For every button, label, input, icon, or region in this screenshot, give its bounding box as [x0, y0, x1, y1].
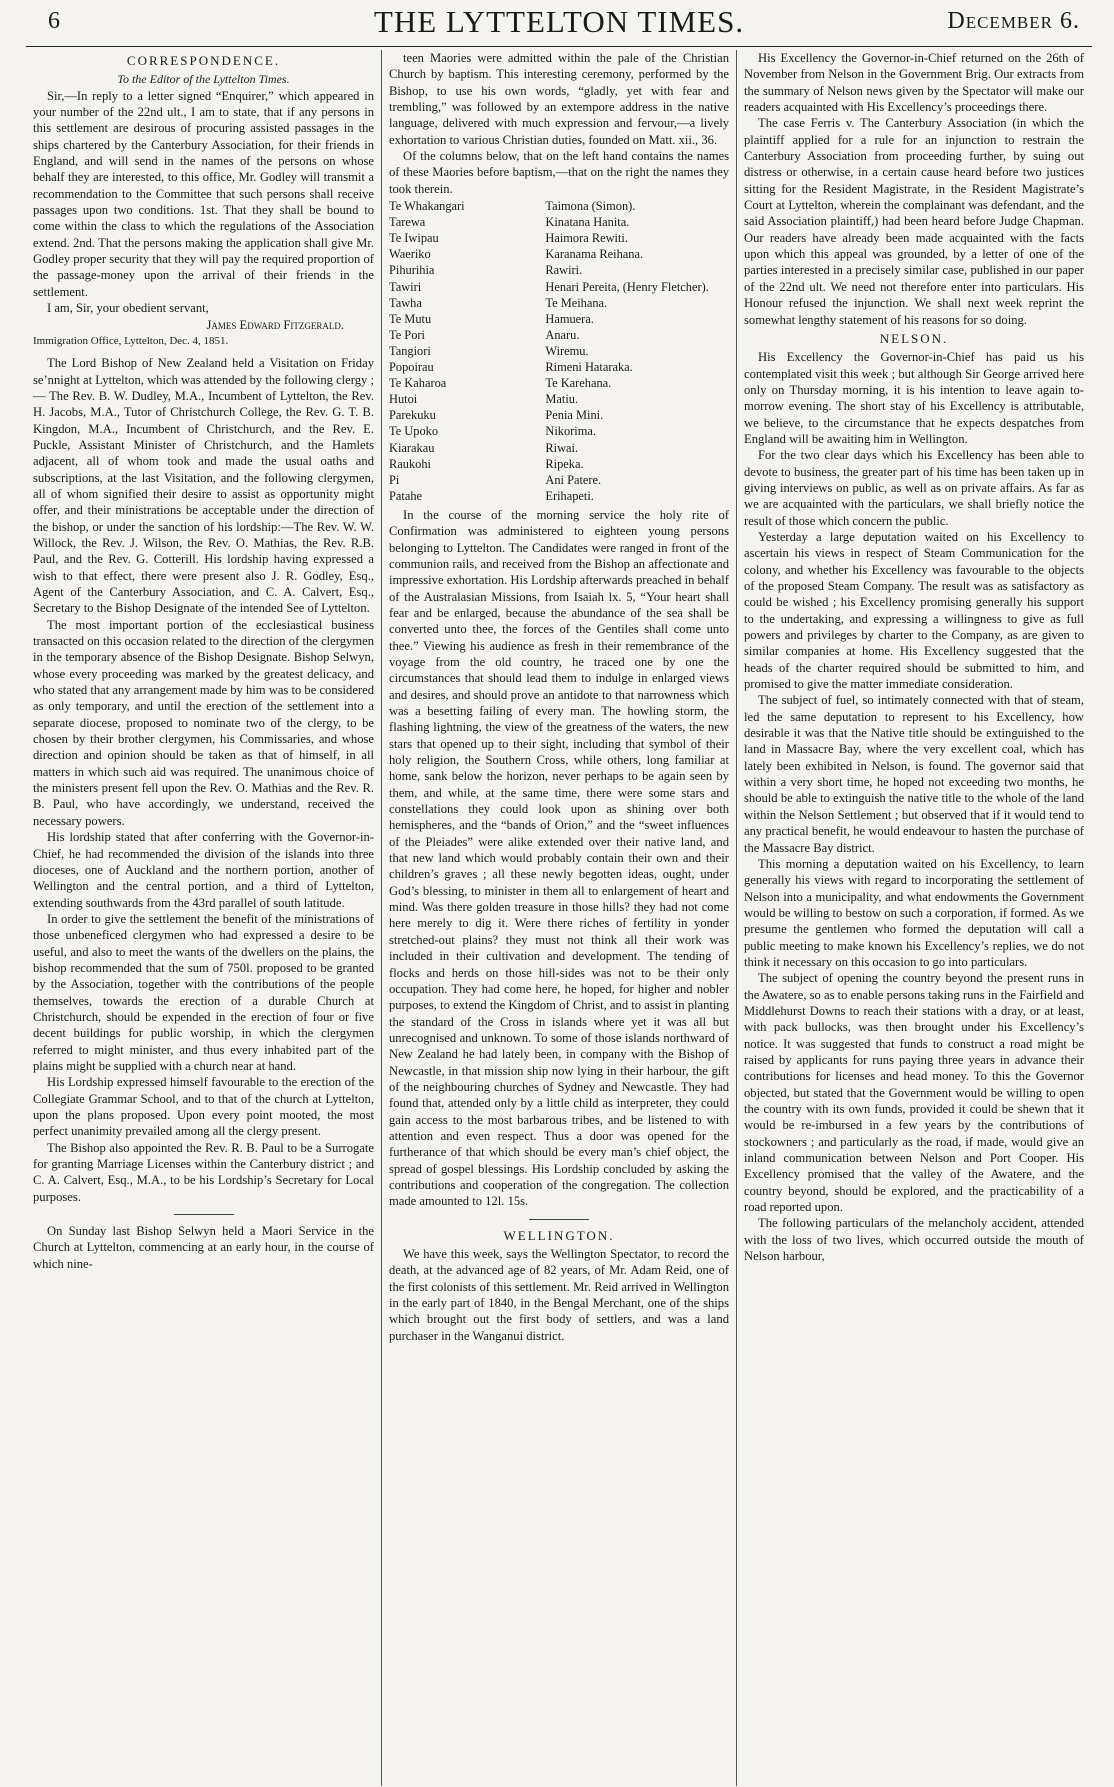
name-before-baptism: Te Whakangari — [389, 199, 465, 214]
issue-date: December 6. — [947, 8, 1080, 34]
column-3 — [736, 50, 1091, 1786]
baptismal-name: Ripeka. — [545, 456, 584, 471]
court-case-paragraph: The case Ferris v. The Canterbury Association (in which the plaintiff applied for a rule for an injunction to restrain the Canterbury Association from proceeding further, by suing out distress or otherwise, in a certain cause heard before two justices sitting for the Resident Magistrate, in the Resident Magistrate’s Court at Lyttelton, wherein the complainant was defendant, and the said Association plaintiff,) had been heard before Judge Chapman. Our readers have already been made acquainted with the facts upon which this appeal was grounded, by a letter of one of the parties interested in a precisely similar case, published in our paper of the 22nd ult. We need not therefore enter into particulars. His Honour refused the injunction. We shall next week reprint the somewhat lengthy statement of his reasons for so doing. — [744, 116, 1084, 327]
correspondence-heading: CORRESPONDENCE. — [126, 53, 281, 68]
baptism-paragraph: Of the columns below, that on the left hand contains the names of these Maories before baptism,—that on the right the names they took therein. — [389, 149, 729, 196]
name-before-baptism: Patahe — [389, 488, 423, 503]
page-number: 6 — [48, 8, 60, 34]
newspaper-title: THE LYTTELTON TIMES. — [373, 4, 745, 39]
bishop-paragraph: The most important portion of the ecclesiastical business transacted on this occasion related to the direction of the clergymen in the temporary absence of the Bishop Designate. Bishop Selwyn, whose every proceeding was marked by the greatest delicacy, and who stated that any arrangement made by him was to be considered as only temporary, and until the erection of the settlement into a separate diocese, proposed to nominate two of the clergy, to be chosen by their brother clergymen, his Commissaries, and whose direction and opinion should be taken as that of himself, in all matters in which such aid was required. The unanimous choice of the ministers present fell upon the Rev. O. Mathias and the Rev. R. B. Paul, who have accordingly, we understand, received the necessary powers. — [33, 617, 374, 828]
baptismal-name: Rimeni Hataraka. — [545, 360, 633, 375]
baptismal-name: Ani Patere. — [545, 472, 602, 487]
bishop-paragraph: In order to give the settlement the benefit of the ministrations of those unbeneficed clergymen who had expressed a desire to be useful, and also to meet the wants of the dwellers on the plains, the bishop recommended that the sum of 750l. proposed to be granted by the Association, together with the contributions of the people themselves, towards the erection of a durable Church at Christchurch, should be expended in the erection of four or five decent buildings for public worship, in which the clergymen referred to might minister, and thus every inhabited part of the plains might be supplied with a church near at hand. — [33, 911, 374, 1073]
baptism-names-table — [389, 198, 729, 504]
name-before-baptism: Kiarakau — [389, 440, 435, 455]
column-2 — [381, 50, 736, 1786]
letter-signature: James Edward Fitzgerald. — [206, 317, 344, 332]
name-before-baptism: Pi — [389, 472, 400, 487]
names-row — [389, 488, 729, 504]
name-before-baptism: Tawha — [389, 295, 422, 310]
names-row — [389, 214, 729, 230]
names-row — [389, 262, 729, 278]
nelson-paragraph: The following particulars of the melancholy accident, attended with the loss of two lives, which occurred outside the mouth of Nelson harbour, — [744, 1216, 1084, 1264]
baptismal-name: Penia Mini. — [545, 408, 604, 423]
baptismal-name: Nikorima. — [545, 424, 596, 439]
names-row — [389, 311, 729, 327]
columns — [26, 50, 1092, 1786]
name-before-baptism: Waeriko — [389, 247, 431, 262]
names-row — [389, 407, 729, 423]
name-before-baptism: Tangiori — [389, 343, 431, 358]
wellington-paragraph: We have this week, says the Wellington Spectator, to record the death, at the advanced age of 82 years, of Mr. Adam Reid, one of the first colonists of this settlement. Mr. Reid arrived in Wellington in the early part of 1840, in the Bengal Merchant, one of the ships which brought out the first body of settlers, and was a land purchaser in the Wanganui district. — [389, 1247, 729, 1343]
name-before-baptism: Popoirau — [389, 360, 434, 375]
wellington-heading: WELLINGTON. — [503, 1227, 615, 1243]
names-row — [389, 246, 729, 262]
name-before-baptism: Tarewa — [389, 215, 426, 230]
letter-paragraph: Sir,—In reply to a letter signed “Enquirer,” which appeared in your number of the 22nd ult., I am to state, that if any persons in this settlement are desirous of procuring assisted passages in the ships chartered by the Canterbury Association, for their friends in England, and will send in the names of the persons on whose behalf they are interested, to this office, Mr. Godley will transmit a recommendation to the Committee that such persons shall receive passages upon two conditions. 1st. That they shall be bound to come within the class to which the regulations of the Association extend. 2nd. That the persons making the application shall give Mr. Godley proper security that they will pay the required proportion of the passage-money upon the arrival of their friends in the settlement. — [33, 88, 374, 299]
baptismal-name: Haimora Rewiti. — [545, 231, 628, 246]
column-1 — [26, 50, 381, 1786]
bishop-paragraph: The Lord Bishop of New Zealand held a Visitation on Friday se’nnight at Lyttelton, which was attended by the following clergy ;— The Rev. B. W. Dudley, M.A., Incumbent of Lyttelton, the Rev. H. Jacobs, M.A., Tutor of Christchurch College, the Rev. G. T. B. Kingdon, M.A., Incumbent of Christchurch, and the Rev. E. Puckle, Assistant Minister of Christchurch, and the Hamlets adjacent, all of whom took and made the usual oaths and subscriptions, at the last Visitation, and the following clergymen, all of whom signified their desire to assist as opportunity might offer, and their ministrations be acceptable under the direction of the bishop, or under the sanction of his lordship:—The Rev. W. W. Willock, the Rev. J. Wilson, the Rev. O. Mathias, the Rev. R.B. Paul, and the Rev. G. Cotterill. His lordship having expressed a wish to that effect, there were present also J. R. Godley, Esq., Agent of the Canterbury Association, and C. A. Calvert, Esq., Secretary to the Bishop Designate of the intended See of Lyttelton. — [33, 356, 374, 616]
bishop-paragraph: His lordship stated that after conferring with the Governor-in-Chief, he had recommended the division of the islands into three dioceses, one of Auckland and the northern portion, another of Wellington and the central portion, and a third of Lyttelton, extending southwards from the 43rd parallel of south latitude. — [33, 830, 374, 910]
name-before-baptism: Tawiri — [389, 279, 422, 294]
section-divider — [174, 1214, 234, 1215]
names-row — [389, 343, 729, 359]
name-before-baptism: Raukohi — [389, 456, 431, 471]
bishop-paragraph: The Bishop also appointed the Rev. R. B. Paul to be a Surrogate for granting Marriage Licenses within the Canterbury district ; and C. A. Calvert, Esq., M.A., to be his Lordship’s Secretary for Local purposes. — [33, 1140, 374, 1204]
baptismal-name: Matiu. — [545, 392, 579, 407]
name-before-baptism: Te Iwipau — [389, 231, 439, 246]
baptismal-name: Rawiri. — [545, 263, 583, 278]
names-row — [389, 391, 729, 407]
baptismal-name: Kinatana Hanita. — [545, 215, 630, 230]
nelson-paragraph: The subject of fuel, so intimately connected with that of steam, led the same deputation to represent to his Excellency, how desirable it was that the Native title should be extinguished to the land in Massacre Bay, where the very excellent coal, which has lately been exhibited in Nelson, is found. The governor said that within a very short time, he hoped not exceeding two months, he should be able to extinguish the native title to the whole of the land within the Nelson Settlement ; but observed that if it would tend to any practical benefit, he would endeavour to hasten the purchase of the Massacre Bay district. — [744, 693, 1084, 855]
letter-office-line: Immigration Office, Lyttelton, Dec. 4, 1851. — [33, 334, 229, 347]
name-before-baptism: Te Mutu — [389, 311, 432, 326]
masthead — [26, 0, 1092, 47]
bishop-paragraph: His Lordship expressed himself favourable to the erection of the Collegiate Grammar School, and to that of the church at Lyttelton, upon the plans proposed. Upon every point mooted, the most perfect unanimity prevailed among all the clergy present. — [33, 1075, 374, 1139]
names-row — [389, 327, 729, 343]
name-before-baptism: Pihurihia — [389, 263, 435, 278]
nelson-paragraph: Yesterday a large deputation waited on his Excellency to ascertain his views in respect of Steam Communication for the colony, and whether his Excellency was favourable to the objects of the proposed Steam Company. The result was as satisfactory as could be wished ; his Excellency promising generally his support to the undertaking, and expressing a willingness to give as full powers and privileges by charter to the Company, as are given to similar companies at home. His Excellency suggested that the heads of the charter required should be submitted to him, and promised to give the matter immediate consideration. — [744, 529, 1084, 692]
letter-salutation: To the Editor of the Lyttelton Times. — [117, 72, 290, 87]
baptismal-name: Riwai. — [545, 440, 579, 455]
name-before-baptism: Hutoi — [389, 392, 418, 407]
nelson-paragraph: This morning a deputation waited on his Excellency, to learn generally his views with regard to incorporating the settlement of Nelson into a municipality, and what endowments the Government would be willing to bestow on such a corporation, if formed. As we presume the gentlemen who formed the deputation will call a public meeting to make known his Excellency’s replies, we do not think it necessary on this occasion to go into particulars. — [744, 856, 1084, 969]
nelson-heading: NELSON. — [879, 330, 949, 346]
baptismal-name: Erihapeti. — [545, 488, 594, 503]
baptismal-name: Wiremu. — [545, 343, 589, 358]
baptismal-name: Te Meihana. — [545, 295, 608, 310]
names-row — [389, 279, 729, 295]
letter-closing: I am, Sir, your obedient servant, — [47, 301, 209, 316]
name-before-baptism: Parekuku — [389, 408, 436, 423]
baptismal-name: Taimona (Simon). — [545, 199, 636, 214]
governor-paragraph: His Excellency the Governor-in-Chief returned on the 26th of November from Nelson in the Government Brig. Our extracts from the summary of Nelson news given by the Spectator will make our readers acquainted with His Excellency’s proceedings there. — [744, 51, 1084, 115]
names-row — [389, 295, 729, 311]
names-row — [389, 472, 729, 488]
names-row — [389, 230, 729, 246]
baptismal-name: Hamuera. — [545, 311, 594, 326]
names-row — [389, 456, 729, 472]
name-before-baptism: Te Pori — [389, 327, 425, 342]
nelson-paragraph: His Excellency the Governor-in-Chief has paid us his contemplated visit this week ; but although Sir George arrived here only on Thursday morning, it is his intention to leave again to-morrow evening. The short stay of his Excellency is attributable, we believe, to the circumstance that he expects despatches from England will be awaiting him in Wellington. — [744, 350, 1084, 446]
baptismal-name: Karanama Reihana. — [545, 247, 644, 262]
confirmation-paragraph: In the course of the morning service the holy rite of Confirmation was administered to eighteen young persons belonging to Lyttelton. The Candidates were ranged in front of the communion rails, and received from the Bishop an affectionate and impressive exhortation. His Lordship afterwards preached in behalf of the Australasian Missions, from Isaiah lx. 5, “Your heart shall fear and be enlarged, because the abundance of the sea shall be converted unto thee, the forces of the Gentiles shall come unto thee.” Viewing his audience as fresh in their remembrance of the voyage from the old country, he traced one by one the circumstances that should lead them to indulge in enlarged views and desires, and should prove an antidote to that narrowness which was a besetting failing of every man. The howling storm, the flashing lightning, the view of the greatness of the waters, the new stars that opened up to their sight, including that symbol of their holy religion, the Southern Cross, while others, long familiar at home, sank below the horizon, never perhaps to be again seen by them, and while, at the same time, there were some stars and constellations they could look upon as shining over both hemispheres, and the “bands of Orion,” and the “sweet influences of the Pleiades” were alike extended over their native land, and that new land which would probably contain their own and their children’s graves ; all these newly begotten ideas, ought, under God’s blessing, to minister in them all to enlargement of heart and mind. Was there golden treasure in those hills? they had not come here merely to dig it. Were there riches of fertility in yonder stretched-out plains? they must not think all their work was included in their cultivation and development. The tending of flocks and herds on those hill-sides was not to be their only occupation. They had come here, he hoped, for higher and nobler purposes, to extend the Kingdom of Christ, and to assist in planting the standard of the Cross in islands where yet it was all but unrecognised and unknown. To some of those islands northward of New Zealand he had lately been, in company with the Bishop of Newcastle, in that mission ship now lying in their harbour, the gift of the neighbouring churches of Sydney and Newcastle. They had found that, attended only by a little child as interpreter, they could gain access to the most barbarous tribes, and be listened to with attention and even respect. Thus a door was opened for the furtherance of that which should be every man’s chief object, the spread of gospel blessings. His Lordship concluded by asking the contributions and cooperation of the congregation. The collection made amounted to 12l. 15s. — [389, 507, 729, 1209]
names-row — [389, 198, 729, 214]
names-row — [389, 359, 729, 375]
nelson-paragraph: For the two clear days which his Excellency has been able to devote to business, the greater part of his time has been taken up in giving interviews on public, as well as on private affairs. As far as we are acquainted with the particulars, we shall briefly notice the result of those which concern the public. — [744, 448, 1084, 528]
baptismal-name: Henari Pereita, (Henry Fletcher). — [545, 279, 709, 294]
name-before-baptism: Te Upoko — [389, 424, 439, 439]
baptismal-name: Anaru. — [545, 327, 580, 342]
baptism-paragraph: teen Maories were admitted within the pale of the Christian Church by baptism. This interesting ceremony, performed by the Bishop, to use his own words, “gladly, yet with fear and trembling,” was followed by an extempore address in the native language, delivered with much expression and fervour,—a lively exhortation to various Christian duties, founded on Matt. xii., 36. — [389, 51, 729, 147]
maori-service-paragraph: On Sunday last Bishop Selwyn held a Maori Service in the Church at Lyttelton, commencing at an early hour, in the course of which nine- — [33, 1224, 374, 1271]
section-divider — [529, 1219, 589, 1220]
nelson-paragraph: The subject of opening the country beyond the present runs in the Awatere, so as to enable persons taking runs in the Fairfield and Middlehurst Downs to reach their stations with a dray, or at least, with pack bullocks, was then brought under his Excellency’s notice. It was suggested that funds to construct a road might be raised by applicants for runs paying three years in advance their contributions for licenses and head money. To this the Governor objected, but stated that the Government would be willing to open the country with its own funds, provided it could be shewn that it would be re-imbursed in a few years by the contributions of stockowners ; and particularly as the road, if made, would give an inland communication between Nelson and Port Cooper. His Excellency promised that the valley of the Awatere, and the country beyond, should be explored, and the practicability of a road reported upon. — [744, 971, 1084, 1215]
names-row — [389, 375, 729, 391]
names-row — [389, 440, 729, 456]
names-row — [389, 423, 729, 439]
name-before-baptism: Te Kaharoa — [389, 376, 447, 391]
baptismal-name: Te Karehana. — [545, 376, 612, 391]
